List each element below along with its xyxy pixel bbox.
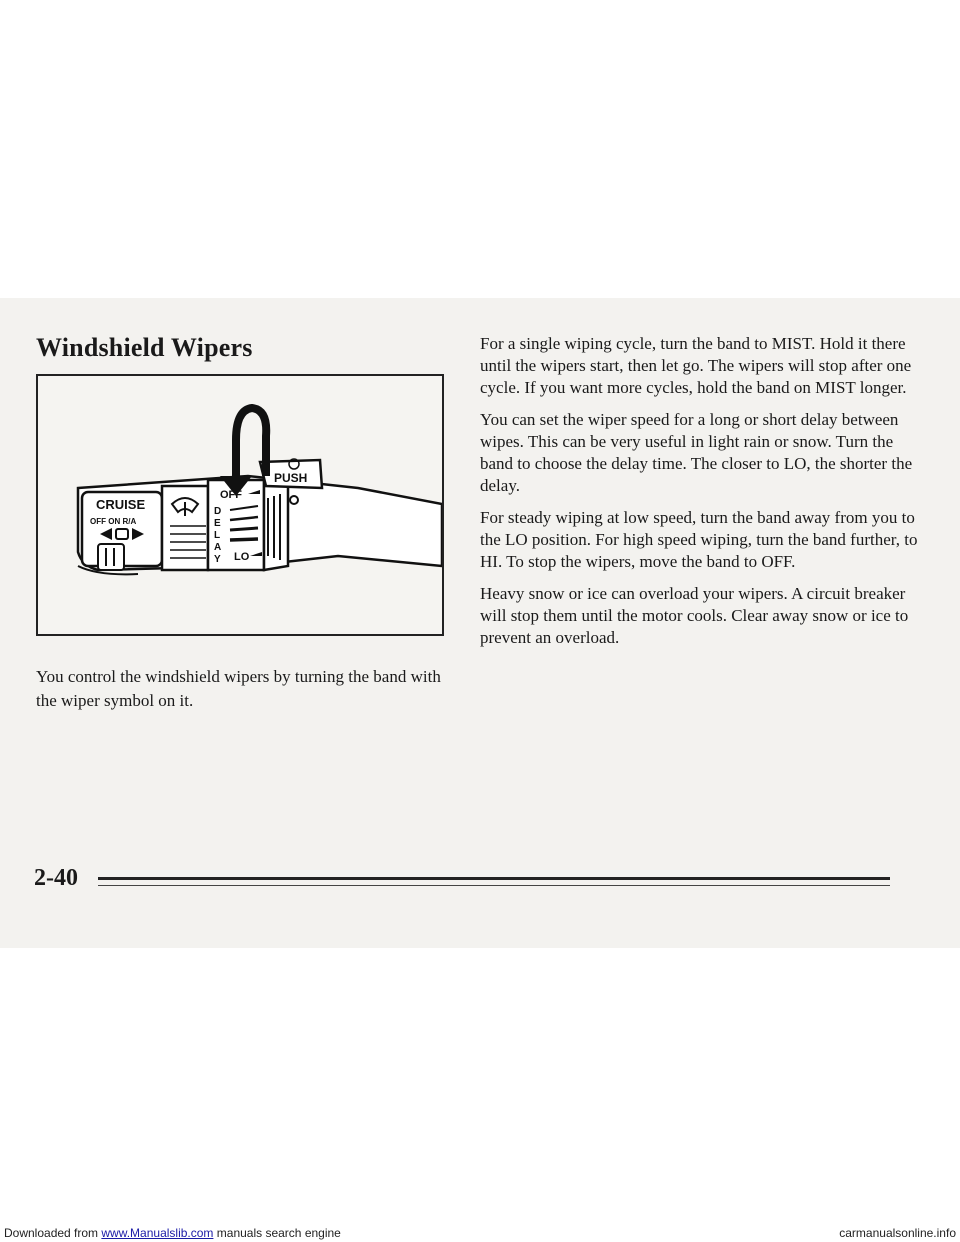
download-suffix: manuals search engine	[213, 1226, 341, 1240]
resume-button	[98, 544, 124, 570]
cruise-label: CRUISE	[96, 497, 146, 512]
footer-rule-thin	[98, 885, 890, 886]
paragraph-steady: For steady wiping at low speed, turn the band away from you to the LO position. For high speed wiping, turn the band further, to HI. To stop the wipers, move the band to OFF.	[480, 508, 918, 571]
delay-letter-l: L	[214, 530, 221, 541]
paragraph-delay: You can set the wiper speed for a long or short delay between wipes. This can be very useful in light rain or snow. Turn the band to choose the delay time. The closer to LO, the shorter the delay.	[480, 410, 913, 495]
paragraph-overload: Heavy snow or ice can overload your wipers. A circuit breaker will stop them until the motor cools. Clear away snow or ice to prevent an overload.	[480, 584, 909, 647]
footer-rule-thick	[98, 877, 890, 880]
wiper-control-illustration	[36, 374, 444, 636]
cruise-modes-label: OFF ON R/A	[90, 517, 137, 526]
paragraph-single-cycle: For a single wiping cycle, turn the band to MIST. Hold it there until the wipers start, then let go. The wipers will stop after one cycle. If you want more cycles, hold the band on MIST longer.	[480, 334, 912, 397]
download-prefix: Downloaded from	[4, 1226, 102, 1240]
figure-caption: You control the windshield wipers by turning the band with the wiper symbol on it.	[36, 667, 441, 710]
manualslib-link[interactable]: www.Manualslib.com	[101, 1226, 214, 1240]
delay-letter-d: D	[214, 506, 222, 517]
off-label: OFF	[220, 489, 242, 501]
lo-label: LO	[234, 551, 250, 563]
footer-watermark: carmanualsonline.info	[839, 1226, 956, 1240]
section-title: Windshield Wipers	[36, 333, 253, 362]
right-column	[480, 333, 920, 659]
delay-letter-a: A	[214, 542, 222, 553]
delay-letter-e: E	[214, 518, 221, 529]
download-source-note	[4, 1226, 341, 1240]
push-label: PUSH	[274, 471, 308, 485]
page-number: 2-40	[34, 865, 78, 891]
wiper-stalk-drawing	[38, 376, 442, 634]
delay-letter-y: Y	[214, 554, 221, 565]
